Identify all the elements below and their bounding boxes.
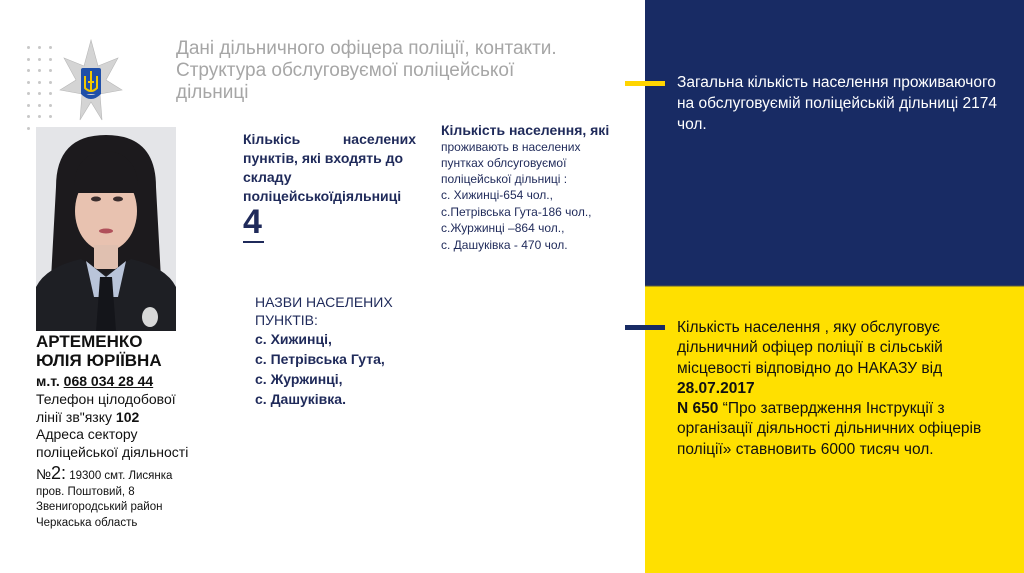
population-sub-1: проживають в населених	[441, 140, 581, 154]
mobile-number-link[interactable]: 068 034 28 44	[63, 373, 154, 389]
yellow-bullet-marker	[625, 81, 665, 86]
police-star-emblem-icon	[58, 38, 124, 126]
officer-contact-card	[36, 332, 236, 531]
names-heading-1: НАЗВИ НАСЕЛЕНИХ	[255, 294, 393, 310]
population-item: с.Журжинці –864 чол.,	[441, 221, 565, 235]
population-sub-2: пунтках облсуговуємої	[441, 156, 567, 170]
count-label-line-2: пунктів, які входять до	[243, 150, 404, 166]
population-item: с. Хижинці-654 чол.,	[441, 188, 553, 202]
address-label-1: Адреса сектору	[36, 426, 138, 442]
address-line-3: Звенигородський район	[36, 501, 163, 513]
panel-divider	[645, 285, 1024, 287]
total-population-text: Загальна кількість населення проживаючого на обслуговуємій поліцейській дільниці 2174 чол.	[677, 74, 997, 133]
address-line-1: 19300 смт. Лисянка	[66, 470, 173, 482]
title-line-3: дільниці	[176, 82, 249, 103]
names-heading-2: ПУНКТІВ:	[255, 311, 318, 328]
blue-bullet-marker	[625, 325, 665, 330]
order-date: 28.07.2017	[677, 379, 755, 397]
decorative-dot-grid	[25, 42, 55, 134]
address-label-2: поліцейської діяльності	[36, 443, 189, 460]
count-underline	[243, 241, 264, 243]
hotline-number: 102	[115, 408, 140, 425]
norm-population-text	[677, 318, 1007, 460]
officer-surname: АРТЕМЕНКО	[36, 332, 143, 351]
settlements-count-value: 4	[243, 203, 262, 241]
sector-number: 2:	[51, 463, 67, 483]
title-line-2: Структура обслуговуємої поліцейської	[176, 60, 515, 81]
settlement-name: с. Журжинці,	[255, 371, 343, 387]
hotline-row	[36, 409, 236, 427]
title-line-1: Дані дільничного офіцера поліції, контакти.	[176, 38, 557, 59]
blue-info-panel	[645, 0, 1024, 286]
settlements-count-label	[243, 130, 416, 206]
mobile-label: м.т.	[36, 373, 64, 389]
officer-given-names: ЮЛІЯ ЮРІЇВНА	[36, 351, 162, 370]
settlement-name: с. Петрівська Гута,	[255, 351, 385, 367]
settlement-name: с. Хижинці,	[255, 331, 332, 347]
population-by-settlement	[441, 122, 631, 253]
norm-text-2: “Про затвердження Інструкції з організації діяльності дільничних офіцерів поліції» ставновить 6000 тисяч чол.	[677, 400, 982, 458]
officer-photo	[36, 127, 176, 331]
population-sub-3: поліцейської дільниці :	[441, 172, 568, 186]
settlement-name: с. Дашуківка.	[255, 391, 346, 407]
population-item: с.Петрівська Гута-186 чол.,	[441, 204, 592, 219]
count-label-line-4: поліцейськоїдіяльниці	[243, 188, 402, 204]
order-number: N 650	[677, 400, 719, 418]
population-item: с. Дашуківка - 470 чол.	[441, 237, 568, 252]
address-line-4: Черкаська область	[36, 516, 138, 529]
sector-prefix: №	[36, 466, 52, 482]
population-heading: Кількість населення, які	[441, 122, 610, 138]
count-label-line-3: складу	[243, 169, 292, 185]
count-label-line-1: Кількісь населених	[243, 131, 416, 147]
sector-address-row	[36, 463, 236, 485]
hotline-label-2: лінії зв"язку	[36, 408, 116, 425]
norm-text-1: Кількість населення , яку обслуговує дільничний офіцер поліції в сільській місцевості відповідно до НАКАЗУ від	[677, 319, 943, 377]
page-title	[176, 38, 626, 104]
hotline-label: Телефон цілодобової	[36, 391, 176, 407]
officer-mobile	[36, 372, 236, 391]
address-line-2: пров. Поштовий, 8	[36, 485, 135, 498]
settlement-names	[255, 294, 455, 409]
